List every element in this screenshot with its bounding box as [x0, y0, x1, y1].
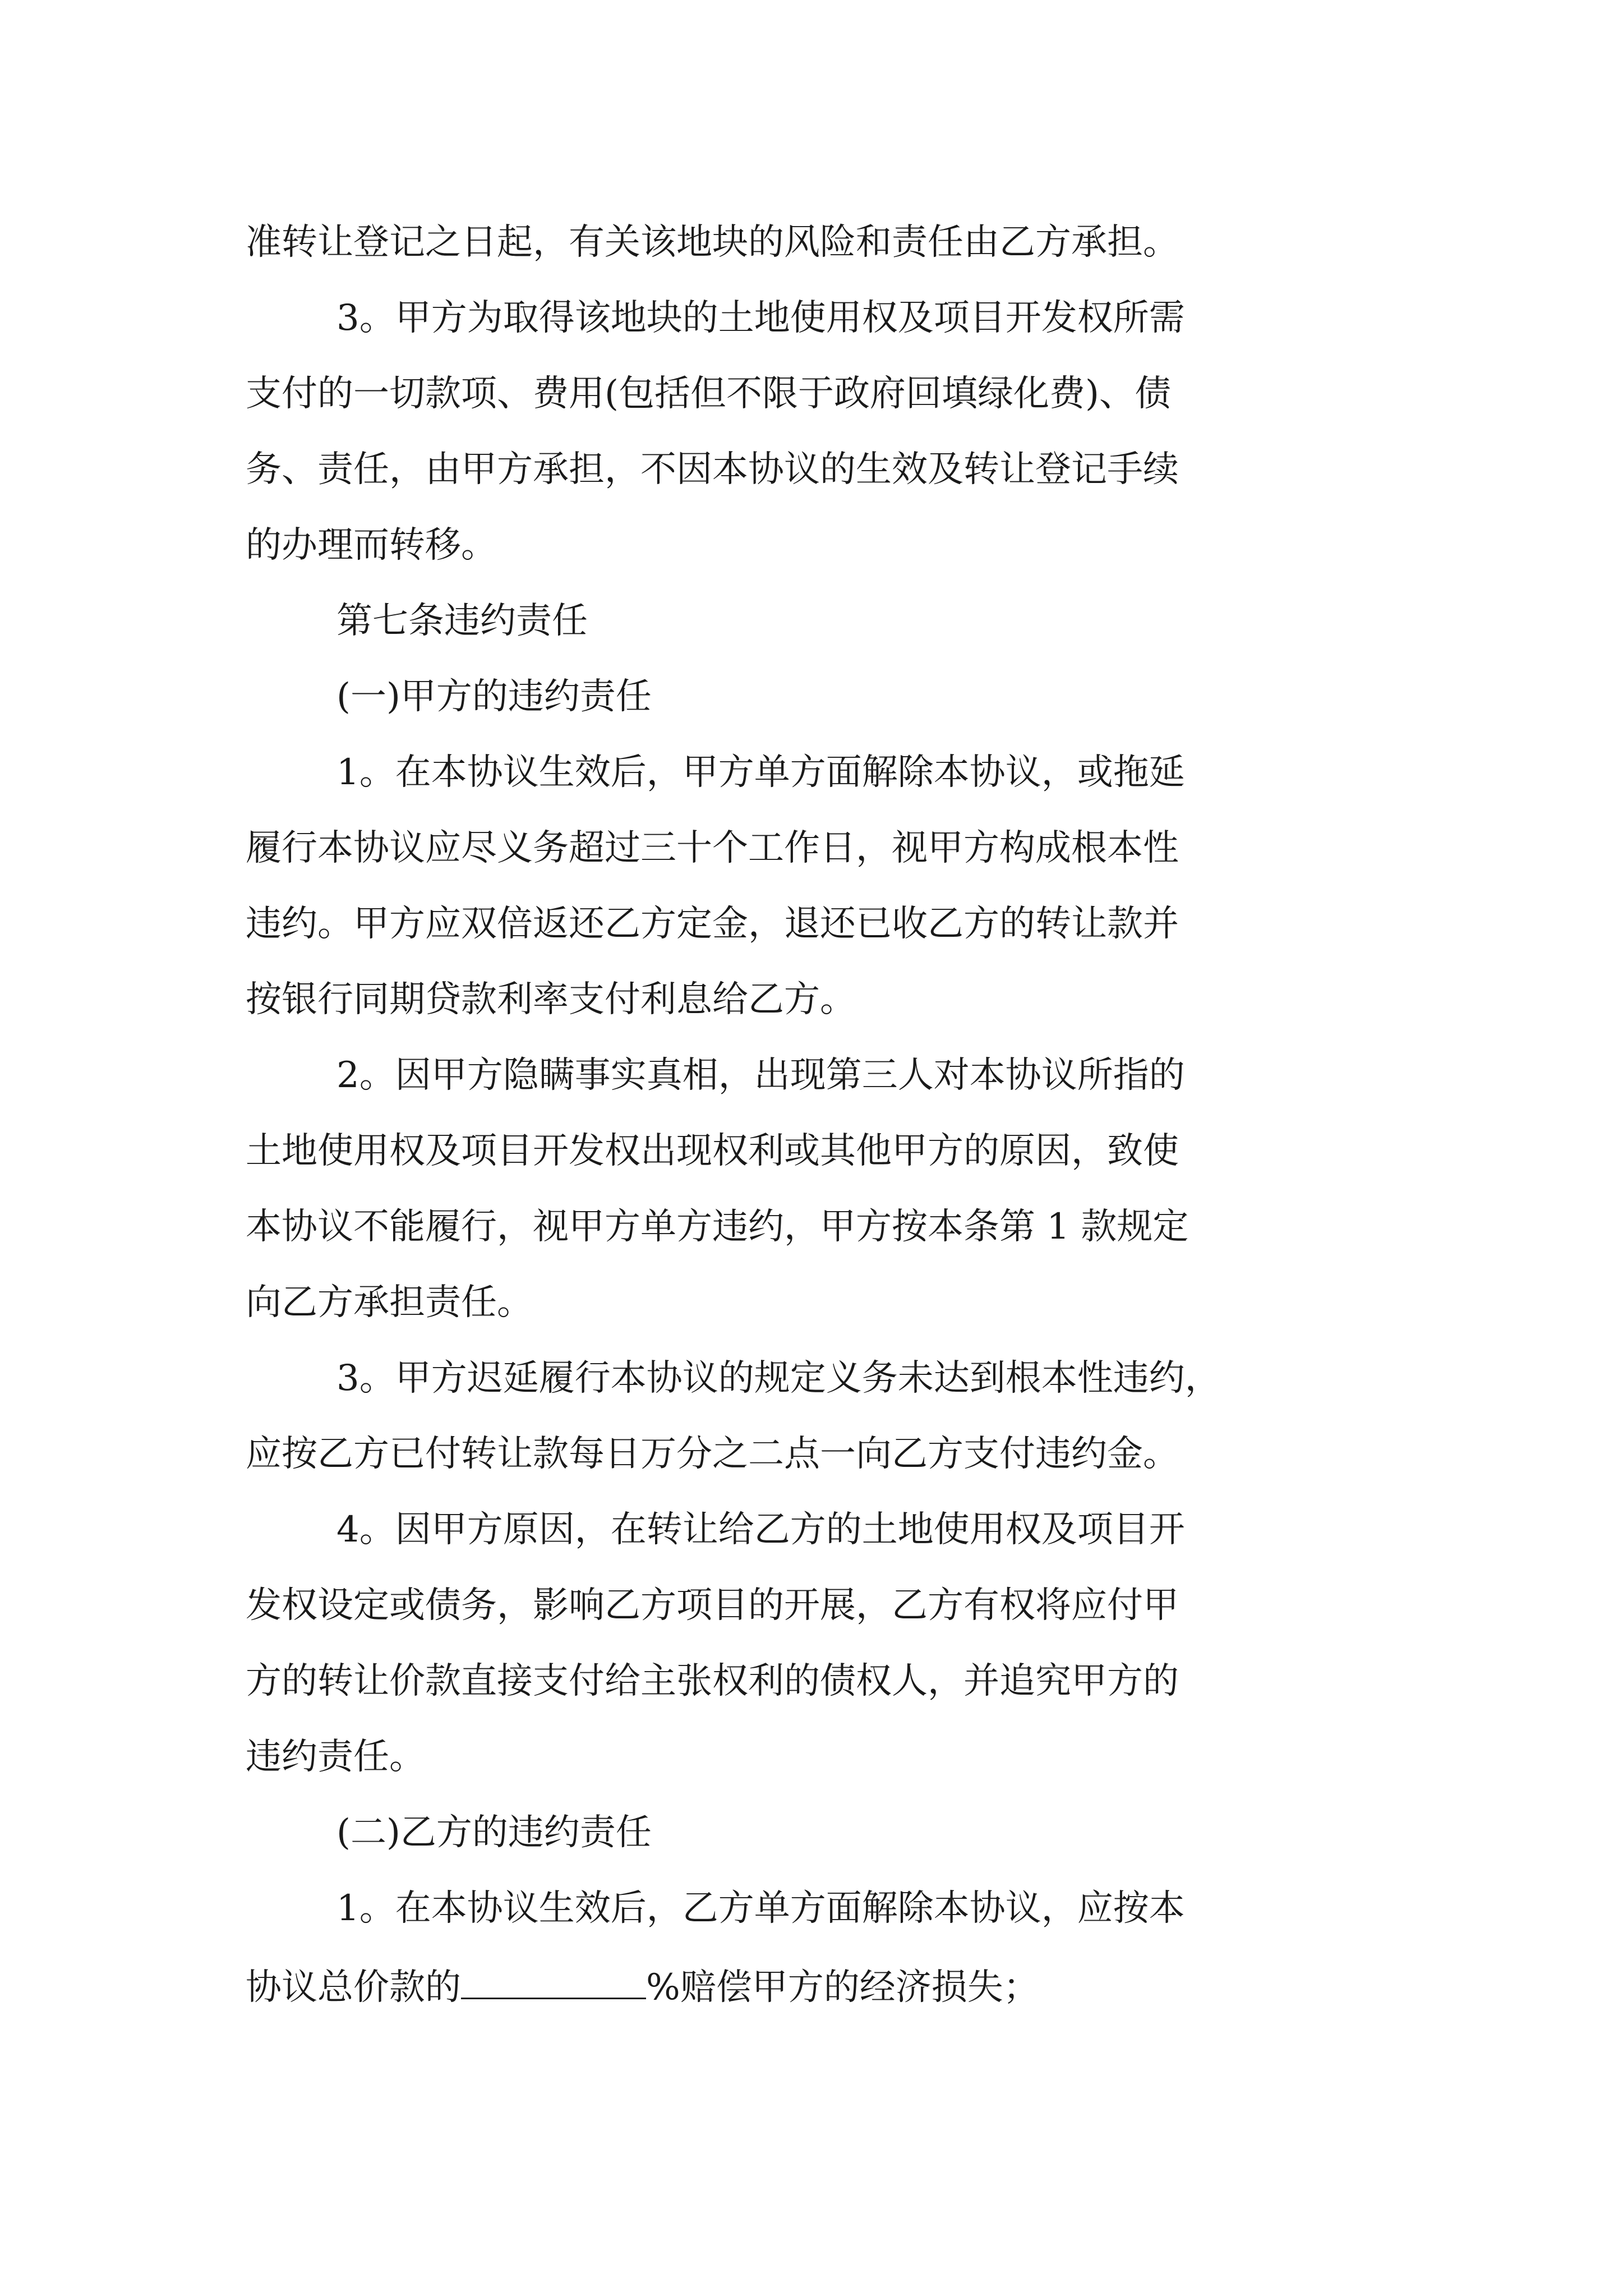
fill-in-blank — [461, 1966, 646, 1999]
text-line: 本协议不能履行，视甲方单方违约，甲方按本条第 1 款规定 — [246, 1206, 1189, 1248]
text-line: 方的转让价款直接支付给主张权利的债权人，并追究甲方的 — [246, 1660, 1179, 1702]
text-line: 土地使用权及项目开发权出现权利或其他甲方的原因，致使 — [246, 1130, 1179, 1172]
text-line: 准转让登记之日起，有关该地块的风险和责任由乙方承担。 — [246, 222, 1179, 263]
text-line: 发权设定或债务，影响乙方项目的开展，乙方有权将应付甲 — [246, 1585, 1179, 1626]
subsection-heading: (一)甲方的违约责任 — [336, 676, 652, 717]
last-line-suffix: %赔偿甲方的经济损失； — [646, 1967, 1039, 2008]
subsection-heading: (二)乙方的违约责任 — [336, 1812, 652, 1853]
text-line: 违约。甲方应双倍返还乙方定金，退还已收乙方的转让款并 — [246, 903, 1179, 945]
text-line: 支付的一切款项、费用(包括但不限于政府回填绿化费)、债 — [246, 373, 1171, 415]
text-line: 的办理而转移。 — [246, 524, 497, 566]
text-line: 按银行同期贷款利率支付利息给乙方。 — [246, 979, 856, 1020]
text-line: 向乙方承担责任。 — [246, 1282, 533, 1323]
text-line: 履行本协议应尽义务超过三十个工作日，视甲方构成根本性 — [246, 827, 1179, 869]
last-line-prefix: 协议总价款的 — [246, 1967, 461, 2008]
text-line: 4。因甲方原因，在转让给乙方的土地使用权及项目开 — [336, 1509, 1185, 1550]
text-line: 2。因甲方隐瞒事实真相，出现第三人对本协议所指的 — [336, 1055, 1185, 1096]
text-line-with-blank — [246, 1966, 1039, 2011]
section-heading: 第七条违约责任 — [336, 600, 588, 642]
text-line: 3。甲方迟延履行本协议的规定义务未达到根本性违约， — [336, 1358, 1221, 1399]
text-line: 1。在本协议生效后，乙方单方面解除本协议，应按本 — [336, 1888, 1185, 1929]
text-line: 1。在本协议生效后，甲方单方面解除本协议，或拖延 — [336, 752, 1185, 793]
text-line: 违约责任。 — [246, 1736, 425, 1778]
text-line: 务、责任，由甲方承担，不因本协议的生效及转让登记手续 — [246, 449, 1179, 490]
text-line: 3。甲方为取得该地块的土地使用权及项目开发权所需 — [336, 297, 1185, 339]
text-line: 应按乙方已付转让款每日万分之二点一向乙方支付违约金。 — [246, 1433, 1179, 1475]
